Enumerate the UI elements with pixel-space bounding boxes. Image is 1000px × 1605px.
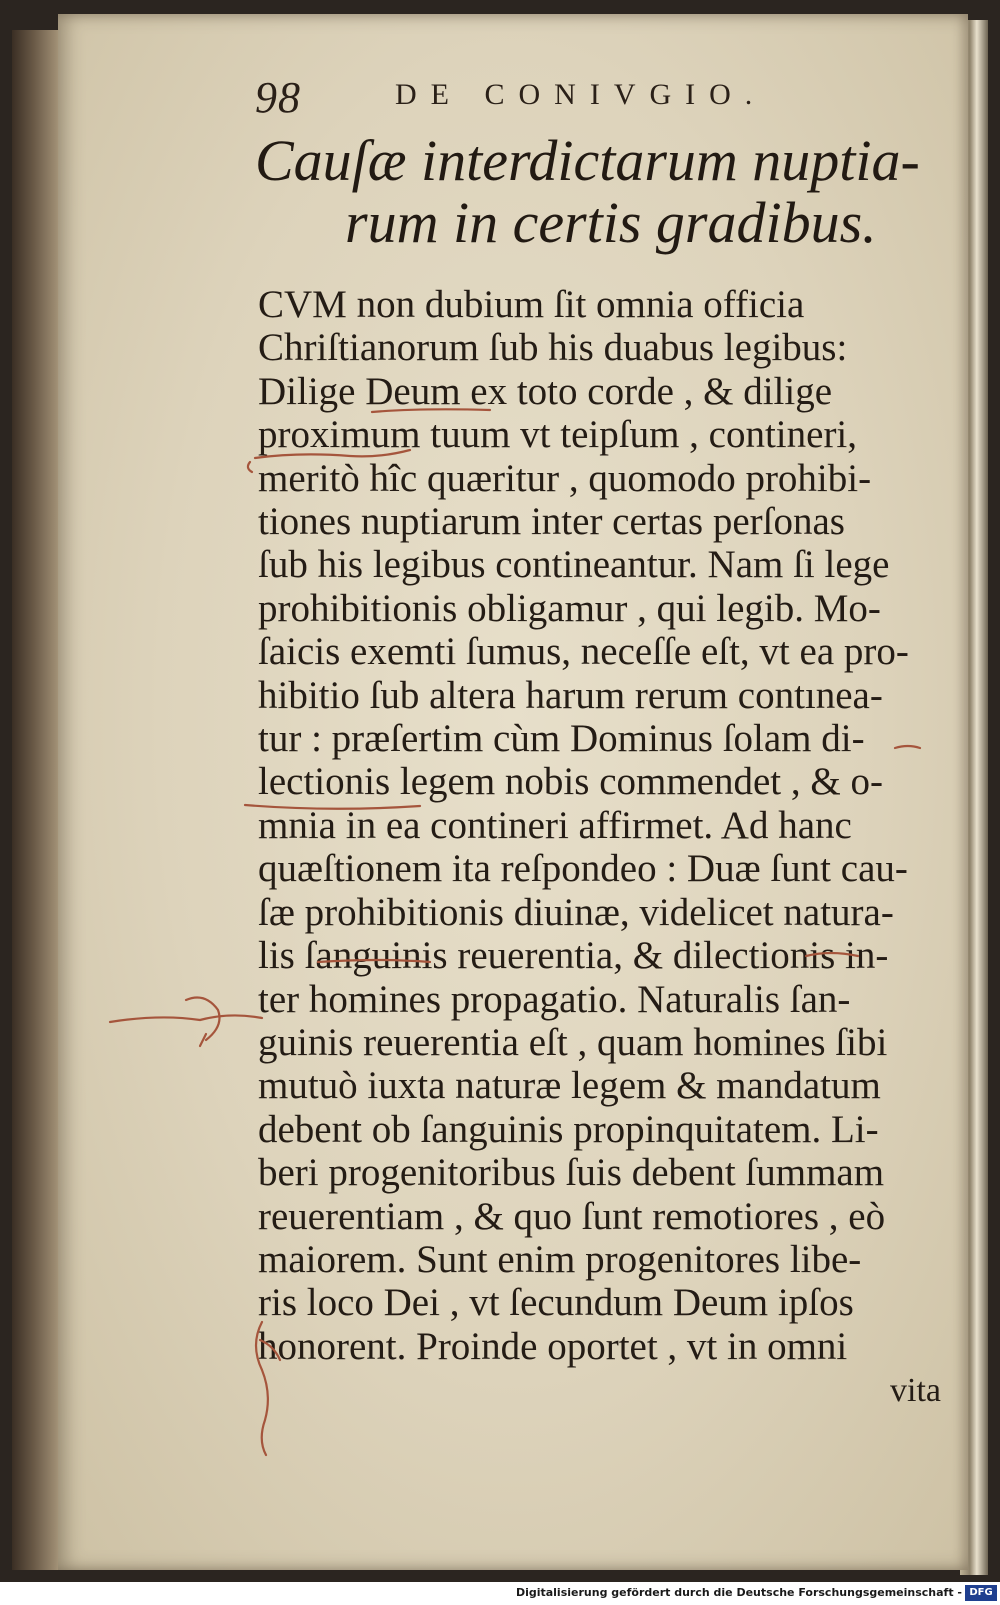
text-line: prohibitionis obligamur , qui legib. Mo- [258,586,881,630]
text-line: debent ob ſanguinis propinquitatem. Li- [258,1107,879,1151]
text-line: meritò hîc quæritur , quomodo prohibi- [258,456,872,500]
text-line: mnia in ea contineri affirmet. Ad hanc [258,803,852,847]
text-line: guinis reuerentia eſt , quam homines ſibi [258,1020,888,1064]
body-text [258,283,958,1368]
text-line: ter homines propagatio. Naturalis ſan- [258,977,851,1021]
text-line: tiones nuptiarum inter certas perſonas [258,500,845,544]
page-number: 98 [255,73,301,122]
text-line: reuerentiam , & quo ſunt remotiores , eò [258,1194,886,1238]
text-line: hibitio ſub altera harum rerum contınea- [258,673,883,717]
running-title: DE CONIVGIO. [395,78,767,111]
section-heading [255,130,955,254]
text-line: ſub his legibus contineantur. Nam ſi lege [258,543,890,587]
catchword: vita [890,1372,941,1409]
text-line: CVM non dubium ſit omnia officia [258,283,805,326]
text-line: ſaicis exemti ſumus, neceſſe eſt, vt ea pro- [258,630,909,674]
text-line: proximum tuum vt teipſum , contineri, [258,413,858,457]
text-line: maiorem. Sunt enim progenitores libe- [258,1237,862,1281]
heading-line: rum in certis gradibus. [345,190,877,255]
text-line: honorent. Proinde oportet , vt in omni [258,1324,848,1368]
footer-credit: Digitalisierung gefördert durch die Deutsche Forschungsgemeinschaft - [515,1586,962,1599]
text-line: Chriſtianorum ſub his duabus legibus: [258,326,848,370]
page-header [255,72,875,122]
heading-line: Cauſæ interdictarum nuptia- [255,128,920,193]
footer-bar [0,1582,1000,1605]
text-line: ſæ prohibitionis diuinæ, videlicet natura- [258,890,894,934]
text-line: lis ſanguinis reuerentia, & dilectionis in- [258,934,889,978]
text-line: Dilige Deum ex toto corde , & dilige [258,369,833,413]
text-line: quæſtionem ita reſpondeo : Duæ ſunt cau- [258,847,908,891]
dfg-logo: DFG [965,1585,997,1601]
text-line: mutuò iuxta naturæ legem & mandatum [258,1064,881,1108]
text-line: ris loco Dei , vt ſecundum Deum ipſos [258,1281,854,1325]
text-line: beri progenitoribus ſuis debent ſummam [258,1151,885,1195]
text-line: tur : præſertim cùm Dominus ſolam di- [258,717,865,761]
text-line: lectionis legem nobis commendet , & o- [258,760,883,804]
